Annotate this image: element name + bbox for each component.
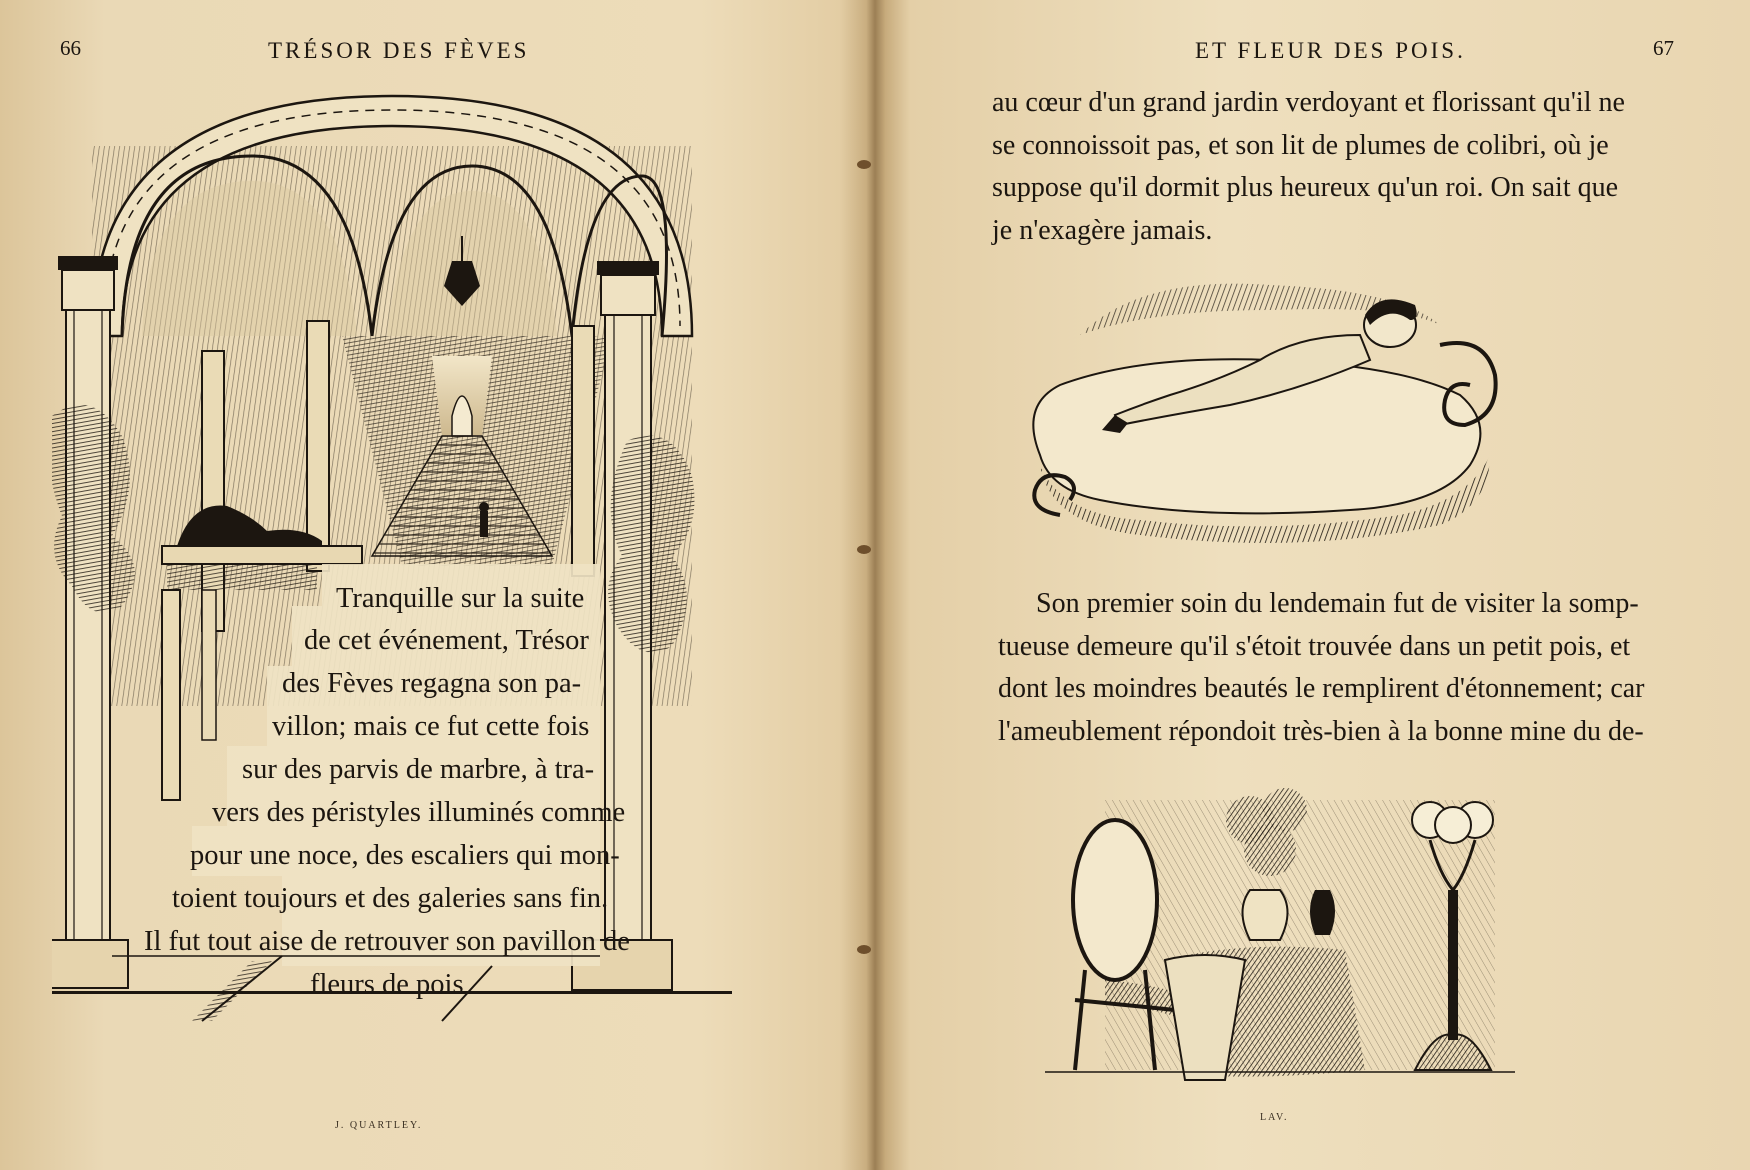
right-engraver-credit: LAV. (1260, 1112, 1289, 1123)
text-line: toient toujours et des galeries sans fin. (172, 883, 609, 914)
text-line: se connoissoit pas, et son lit de plumes de colibri, où je (992, 129, 1609, 161)
paragraph-2 (998, 583, 1645, 753)
paragraph-1 (992, 82, 1625, 252)
right-page-number: 67 (1653, 36, 1674, 60)
text-line: des Fèves regagna son pa- (282, 668, 582, 699)
text-line: suppose qu'il dormit plus heureux qu'un roi. On sait que (992, 172, 1619, 203)
left-text-block (52, 86, 732, 1126)
text-line: pour une noce, des escaliers qui mon- (190, 840, 620, 871)
left-running-head: TRÉSOR DES FÈVES (268, 38, 530, 63)
right-page (865, 0, 1750, 1170)
text-line: fleurs de pois (310, 969, 464, 1000)
text-line: je n'exagère jamais. (992, 214, 1213, 246)
text-line: dont les moindres beautés le remplirent d'étonnement; car (998, 673, 1645, 704)
text-line: Il fut tout aise de retrouver son pavillon de (144, 926, 630, 957)
furniture-engraving (1045, 780, 1515, 1110)
text-line: vers des péristyles illuminés comme (212, 797, 626, 828)
text-line: Son premier soin du lendemain fut de visiter la somp- (1036, 588, 1639, 619)
text-line: l'ameublement répondoit très-bien à la bonne mine du de- (998, 715, 1644, 747)
text-line: Tranquille sur la suite (336, 583, 585, 614)
text-line: au cœur d'un grand jardin verdoyant et florissant qu'il ne (992, 87, 1625, 118)
right-running-head: ET FLEUR DES POIS. (1195, 38, 1466, 63)
text-line: villon; mais ce fut cette fois (272, 711, 590, 742)
left-page (0, 0, 865, 1170)
left-engraver-credit: J. QUARTLEY. (335, 1120, 423, 1131)
text-line: de cet événement, Trésor (304, 625, 589, 656)
text-line: tueuse demeure qu'il s'étoit trouvée dans un petit pois, et (998, 630, 1631, 662)
sleeping-child-engraving (1020, 265, 1510, 565)
left-page-number: 66 (60, 36, 81, 60)
text-line: sur des parvis de marbre, à tra- (242, 754, 595, 785)
